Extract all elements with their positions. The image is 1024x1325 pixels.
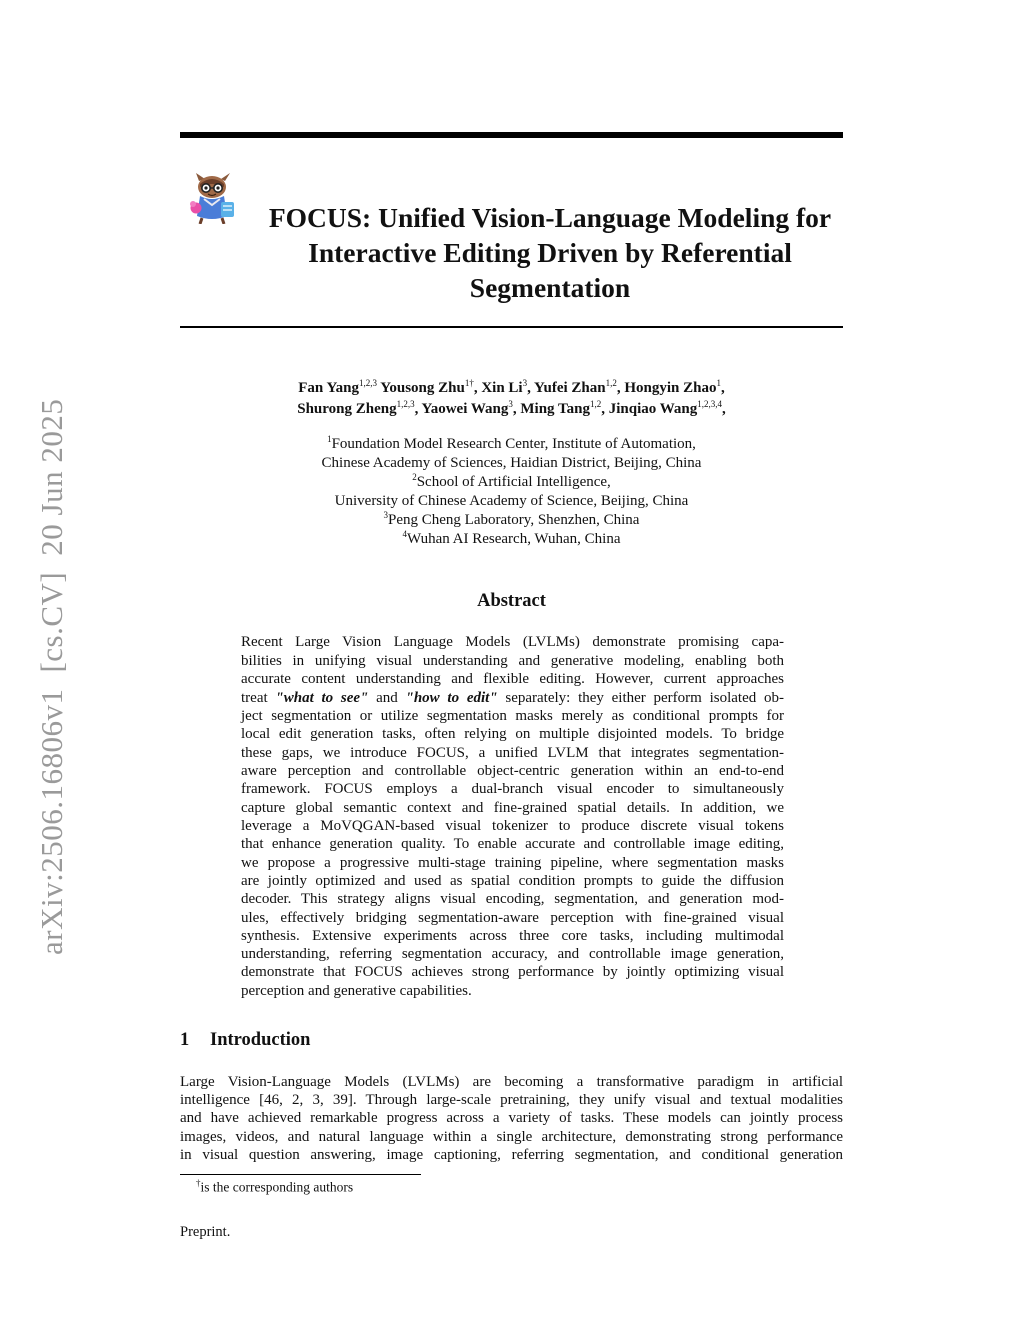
author-name: Shurong Zheng — [297, 401, 397, 417]
abstract-line: accurate content understanding and flexible editing. However, current approaches — [241, 671, 784, 687]
intro-line: and have achieved remarkable progress across a variety of tasks. These models can jointly process — [180, 1110, 843, 1126]
preprint-label: Preprint. — [180, 1224, 231, 1240]
abstract-emphasis: "how to edit" — [405, 690, 498, 706]
author-affil-mark: 1,2,3,4 — [697, 399, 723, 409]
affiliation-text: School of Artificial Intelligence, — [416, 474, 611, 490]
affiliation-mark: 3 — [383, 510, 388, 520]
author-separator: , — [414, 401, 422, 417]
affiliation-text: Chinese Academy of Sciences, Haidian District, Beijing, China — [321, 455, 702, 471]
author-name: Jinqiao Wang — [608, 401, 698, 417]
abstract-line — [241, 689, 784, 708]
abstract-line: decoder. This strategy aligns visual encoding, segmentation, and generation mod- — [241, 891, 784, 907]
author-name: Fan Yang — [298, 380, 359, 396]
arxiv-id: arXiv:2506.16806v1 — [34, 688, 69, 955]
title-top-rule — [180, 132, 843, 138]
abstract-text: treat — [241, 690, 276, 706]
author-name: Ming Tang — [520, 401, 590, 417]
section-title: Introduction — [210, 1030, 311, 1050]
title-line: FOCUS: Unified Vision-Language Modeling for — [268, 202, 832, 233]
abstract-line: are jointly optimized and used as spatial condition prompts to guide the diffusion — [241, 873, 784, 889]
abstract-text: and — [368, 690, 406, 706]
abstract-line: Recent Large Vision Language Models (LVLMs) demonstrate promising capa- — [241, 634, 784, 650]
title-line: Interactive Editing Driven by Referential — [308, 237, 792, 268]
abstract-line: capture global semantic context and fine-grained spatial details. In addition, we — [241, 800, 784, 816]
intro-line: Large Vision-Language Models (LVLMs) are becoming a transformative paradigm in artificial — [180, 1074, 843, 1090]
author-affil-mark: 3 — [522, 378, 528, 388]
affiliation-mark: 4 — [402, 529, 408, 539]
affiliation-mark: 1 — [327, 434, 332, 444]
abstract-line: ject segmentation or utilize segmentation masks merely as conditional prompts for — [241, 708, 784, 724]
abstract-line: demonstrate that FOCUS achieves strong performance by jointly optimizing visual — [241, 964, 784, 980]
author-affil-mark: 1,2 — [590, 399, 602, 409]
footnote-mark: † — [196, 1178, 201, 1188]
affiliation-line — [180, 525, 843, 549]
title-bottom-rule — [180, 326, 843, 328]
paper-title — [230, 200, 870, 305]
author-name: Xin Li — [481, 380, 523, 396]
abstract-line: perception and generative capabilities. — [241, 983, 472, 999]
intro-line: intelligence [46, 2, 3, 39]. Through large-scale pretraining, they unify visual and textual modalities — [180, 1092, 843, 1108]
author-separator: , — [512, 401, 521, 417]
author-affil-mark: 1,2,3 — [396, 399, 415, 409]
footnote-rule — [180, 1174, 421, 1175]
author-separator: , — [601, 401, 609, 417]
abstract-line: leverage a MoVQGAN-based visual tokenizer to produce discrete visual tokens — [241, 818, 784, 834]
footnote — [196, 1178, 353, 1196]
author-separator: , — [527, 380, 535, 396]
affiliation-mark: 2 — [412, 472, 417, 482]
author-separator: , — [616, 380, 625, 396]
author-name: Yaowei Wang — [421, 401, 509, 417]
footnote-text: is the corresponding authors — [200, 1179, 354, 1195]
arxiv-date: 20 Jun 2025 — [34, 398, 69, 556]
author-affil-mark: 1,2,3 — [358, 378, 377, 388]
affiliation-text: Foundation Model Research Center, Institute of Automation, — [331, 436, 696, 452]
affiliation-text: University of Chinese Academy of Science, Beijing, China — [334, 493, 689, 509]
abstract-line: ules, effectively bridging segmentation-aware perception with fine-grained visual — [241, 910, 784, 926]
section-heading — [180, 1030, 310, 1051]
author-name: Yufei Zhan — [534, 380, 606, 396]
author-name: Yousong Zhu — [380, 380, 465, 396]
abstract-text: separately: they either perform isolated ob- — [497, 690, 784, 706]
author-separator: , — [473, 380, 482, 396]
abstract-line: these gaps, we introduce FOCUS, a unified LVLM that integrates segmentation- — [241, 745, 784, 761]
author-affil-mark: 1 — [716, 378, 721, 388]
intro-line: images, videos, and natural language within a single architecture, demonstrating strong performance — [180, 1129, 843, 1145]
author-affil-mark: 3 — [508, 399, 513, 409]
abstract-line: framework. FOCUS employs a dual-branch visual encoder to simultaneously — [241, 781, 784, 797]
title-line: Segmentation — [469, 272, 631, 303]
abstract-heading: Abstract — [477, 591, 546, 611]
intro-line: in visual question answering, image captioning, referring segmentation, and conditional generation — [180, 1147, 843, 1163]
abstract-line: that enhance generation quality. To enable accurate and controllable image editing, — [241, 836, 784, 852]
abstract-line: synthesis. Extensive experiments across three core tasks, including multimodal — [241, 928, 784, 944]
abstract-emphasis: "what to see" — [275, 690, 369, 706]
author-separator: , — [722, 401, 726, 417]
author-affil-mark: 1,2 — [605, 378, 617, 388]
abstract-line: local edit generation tasks, often relying on multiple disjointed models. To bridge — [241, 726, 784, 742]
author-affil-mark: 1† — [464, 378, 474, 388]
affiliation-text: Wuhan AI Research, Wuhan, China — [407, 531, 621, 547]
abstract-line: we propose a progressive multi-stage training pipeline, where segmentation masks — [241, 855, 784, 871]
abstract-line: aware perception and controllable object-centric generation within an end-to-end — [241, 763, 784, 779]
affiliation-text: Peng Cheng Laboratory, Shenzhen, China — [388, 512, 640, 528]
arxiv-category: [cs.CV] — [34, 571, 69, 673]
arxiv-side-stamp — [34, 355, 74, 955]
abstract-line: bilities in unifying visual understanding and generative modeling, enabling both — [241, 653, 784, 669]
author-line — [180, 394, 843, 419]
section-number: 1 — [180, 1030, 190, 1050]
author-separator: , — [720, 380, 725, 396]
author-name: Hongyin Zhao — [624, 380, 717, 396]
abstract-line: understanding, referring segmentation accuracy, and controllable image generation, — [241, 946, 784, 962]
